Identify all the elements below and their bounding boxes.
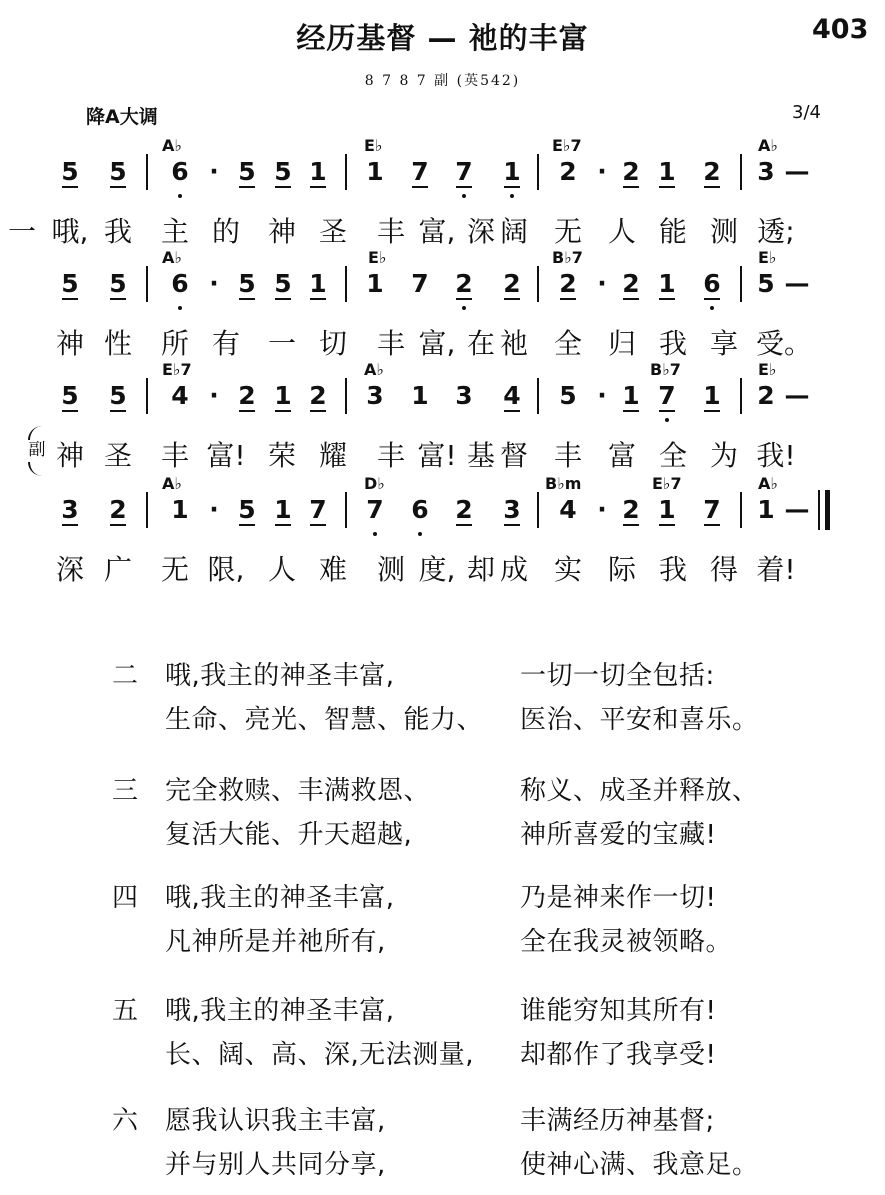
bracket-top xyxy=(28,426,44,440)
lyric-syllable: 富, xyxy=(418,215,456,248)
note-numeral: 2 xyxy=(449,496,479,524)
note-numeral: 2 xyxy=(497,270,527,298)
note-numeral: — xyxy=(784,157,810,186)
lyric-syllable: 成 xyxy=(499,553,528,586)
chord-symbol: D♭ xyxy=(364,474,385,493)
note-numeral: 1 xyxy=(303,270,333,298)
lyric-syllable: 基 xyxy=(466,439,495,472)
note-numeral: 7 xyxy=(405,158,435,186)
note-numeral: 1 xyxy=(411,381,429,410)
note-numeral: · xyxy=(209,269,219,298)
note-numeral: 1 xyxy=(616,382,646,410)
note-numeral: 6 xyxy=(697,270,727,298)
note-numeral: — xyxy=(784,495,810,524)
note-numeral: 3 xyxy=(366,381,384,410)
lyric-syllable: 丰 xyxy=(376,439,405,472)
note-numeral: 2 xyxy=(757,381,775,410)
lyric-syllable: 全 xyxy=(553,327,582,360)
lyric-syllable: 的 xyxy=(211,215,240,248)
note-numeral: 1 xyxy=(652,270,682,298)
lyric-syllable: 能 xyxy=(658,215,687,248)
lyric-syllable: 神 xyxy=(55,327,84,360)
barline xyxy=(537,154,539,190)
lyric-syllable: 人 xyxy=(607,215,636,248)
verse-number: 一 xyxy=(8,215,37,248)
lyric-syllable: 实 xyxy=(553,553,582,586)
lyric-syllable: 全 xyxy=(658,439,687,472)
note-numeral: 6 xyxy=(165,270,195,298)
note-numeral: 2 xyxy=(103,496,133,524)
stanza-line-left: 哦,我主的神圣丰富, xyxy=(165,883,395,913)
barline xyxy=(146,266,148,302)
key-signature: 降A大调 xyxy=(86,106,158,128)
chord-symbol: A♭ xyxy=(162,136,182,155)
note-numeral: 2 xyxy=(449,270,479,298)
lyric-syllable: 富! xyxy=(206,439,246,472)
lyric-syllable: 荣 xyxy=(267,439,296,472)
stanza-line-left: 哦,我主的神圣丰富, xyxy=(165,661,395,691)
note-numeral: · xyxy=(209,495,219,524)
lyric-syllable: 我 xyxy=(103,215,132,248)
lyric-syllable: 人 xyxy=(267,553,296,586)
lyric-syllable: 深 xyxy=(466,215,495,248)
hymn-number: 403 xyxy=(812,14,869,45)
note-numeral: — xyxy=(784,269,810,298)
lyric-syllable: 我! xyxy=(756,439,796,472)
lyric-syllable: 测 xyxy=(709,215,738,248)
note-numeral: 4 xyxy=(559,495,577,524)
note-numeral: 3 xyxy=(455,381,473,410)
barline xyxy=(345,492,347,528)
lyric-syllable: 督 xyxy=(499,439,528,472)
note-numeral: 2 xyxy=(616,496,646,524)
chord-symbol: E♭ xyxy=(758,248,777,267)
refrain-label-text: 副 xyxy=(28,440,46,460)
note-numeral: 6 xyxy=(405,496,435,524)
lyric-syllable: 所 xyxy=(160,327,189,360)
stanza-line-right: 称义、成圣并释放、 xyxy=(520,776,759,806)
note-numeral: 5 xyxy=(268,270,298,298)
chord-symbol: E♭ xyxy=(364,136,383,155)
bracket-bottom xyxy=(28,462,44,476)
barline xyxy=(146,492,148,528)
lyric-syllable: 着! xyxy=(756,553,796,586)
lyric-syllable: 广 xyxy=(103,553,132,586)
note-numeral: 5 xyxy=(55,158,85,186)
stanza-line-right: 医治、平安和喜乐。 xyxy=(520,705,759,735)
stanza-line-left: 生命、亮光、智慧、能力、 xyxy=(165,705,484,735)
barline xyxy=(740,266,742,302)
note-numeral: 4 xyxy=(497,382,527,410)
note-numeral: 3 xyxy=(497,496,527,524)
note-numeral: 5 xyxy=(268,158,298,186)
lyric-syllable: 我 xyxy=(658,553,687,586)
stanza-line-right: 丰满经历神基督; xyxy=(520,1106,715,1136)
barline xyxy=(146,154,148,190)
note-numeral: 5 xyxy=(55,382,85,410)
chord-symbol: A♭ xyxy=(364,360,384,379)
note-numeral: 5 xyxy=(103,382,133,410)
lyric-syllable: 富! xyxy=(417,439,457,472)
lyric-syllable: 无 xyxy=(160,553,189,586)
note-numeral: 1 xyxy=(268,382,298,410)
lyric-syllable: 得 xyxy=(709,553,738,586)
stanza-line-right: 神所喜爱的宝藏! xyxy=(520,820,717,850)
note-numeral: 3 xyxy=(55,496,85,524)
note-numeral: — xyxy=(784,381,810,410)
chord-symbol: A♭ xyxy=(758,136,778,155)
barline xyxy=(740,378,742,414)
lyric-syllable: 丰 xyxy=(160,439,189,472)
note-numeral: 3 xyxy=(757,157,775,186)
lyric-syllable: 切 xyxy=(318,327,347,360)
chord-symbol: E♭ xyxy=(368,248,387,267)
chord-symbol: B♭m xyxy=(545,474,582,493)
note-numeral: · xyxy=(597,381,607,410)
note-numeral: 5 xyxy=(232,270,262,298)
stanza-number: 四 xyxy=(112,883,139,913)
stanza-line-right: 谁能穷知其所有! xyxy=(520,996,717,1026)
stanza-line-left: 愿我认识我主丰富, xyxy=(165,1106,386,1136)
lyric-syllable: 归 xyxy=(607,327,636,360)
stanza-line-left: 长、阔、高、深,无法测量, xyxy=(165,1040,475,1070)
final-barline-thin xyxy=(818,490,820,530)
note-numeral: 2 xyxy=(232,382,262,410)
note-numeral: 2 xyxy=(553,270,583,298)
chord-symbol: A♭ xyxy=(162,474,182,493)
note-numeral: 1 xyxy=(757,495,775,524)
note-numeral: · xyxy=(597,157,607,186)
note-numeral: 2 xyxy=(559,157,577,186)
hymn-title: 经历基督 — 祂的丰富 xyxy=(296,21,589,55)
stanza-number: 二 xyxy=(112,661,139,691)
barline xyxy=(345,154,347,190)
note-numeral: 1 xyxy=(366,269,384,298)
stanza-line-right: 全在我灵被领略。 xyxy=(520,927,733,957)
note-numeral: · xyxy=(597,269,607,298)
lyric-syllable: 圣 xyxy=(318,215,347,248)
note-numeral: 7 xyxy=(652,382,682,410)
chord-symbol: B♭7 xyxy=(650,360,681,379)
lyric-syllable: 阔 xyxy=(499,215,528,248)
note-numeral: 2 xyxy=(697,158,727,186)
lyric-syllable: 我 xyxy=(658,327,687,360)
lyric-syllable: 在 xyxy=(466,327,495,360)
lyric-syllable: 性 xyxy=(103,327,132,360)
lyric-syllable: 耀 xyxy=(318,439,347,472)
lyric-syllable: 难 xyxy=(318,553,347,586)
lyric-syllable: 圣 xyxy=(103,439,132,472)
note-numeral: 7 xyxy=(411,269,429,298)
lyric-syllable: 神 xyxy=(267,215,296,248)
note-numeral: 2 xyxy=(616,270,646,298)
stanza-line-left: 凡神所是并祂所有, xyxy=(165,927,386,957)
note-numeral: 5 xyxy=(757,269,775,298)
final-barline-thick xyxy=(825,490,830,530)
lyric-syllable: 却 xyxy=(466,553,495,586)
barline xyxy=(345,266,347,302)
lyric-syllable: 富, xyxy=(418,327,456,360)
lyric-syllable: 际 xyxy=(607,553,636,586)
lyric-syllable: 富 xyxy=(607,439,636,472)
stanza-line-right: 一切一切全包括: xyxy=(520,661,715,691)
stanza-line-left: 完全救赎、丰满救恩、 xyxy=(165,776,431,806)
chord-symbol: E♭7 xyxy=(652,474,682,493)
stanza-line-left: 并与别人共同分享, xyxy=(165,1150,386,1180)
stanza-number: 六 xyxy=(112,1106,139,1136)
barline xyxy=(146,378,148,414)
note-numeral: 7 xyxy=(449,158,479,186)
note-numeral: 7 xyxy=(360,496,390,524)
lyric-syllable: 一 xyxy=(267,327,296,360)
note-numeral: 5 xyxy=(55,270,85,298)
lyric-syllable: 深 xyxy=(55,553,84,586)
stanza-line-right: 使神心满、我意足。 xyxy=(520,1150,759,1180)
barline xyxy=(740,154,742,190)
note-numeral: 7 xyxy=(303,496,333,524)
lyric-syllable: 透; xyxy=(757,215,795,248)
time-signature: 3/4 xyxy=(792,102,821,123)
meter-line: 8 7 8 7 副 (英542) xyxy=(364,73,521,89)
note-numeral: · xyxy=(209,381,219,410)
chord-symbol: B♭7 xyxy=(552,248,583,267)
lyric-syllable: 神 xyxy=(55,439,84,472)
lyric-syllable: 有 xyxy=(211,327,240,360)
note-numeral: 5 xyxy=(559,381,577,410)
note-numeral: 5 xyxy=(232,496,262,524)
note-numeral: · xyxy=(597,495,607,524)
stanza-line-right: 却都作了我享受! xyxy=(520,1040,717,1070)
lyric-syllable: 受。 xyxy=(756,327,813,360)
lyric-syllable: 主 xyxy=(160,215,189,248)
lyric-syllable: 测 xyxy=(376,553,405,586)
note-numeral: 6 xyxy=(165,158,195,186)
stanza-number: 五 xyxy=(112,996,139,1026)
chord-symbol: E♭7 xyxy=(162,360,192,379)
note-numeral: 2 xyxy=(303,382,333,410)
lyric-syllable: 度, xyxy=(418,553,456,586)
note-numeral: 1 xyxy=(652,158,682,186)
chord-symbol: A♭ xyxy=(758,474,778,493)
stanza-line-left: 复活大能、升天超越, xyxy=(165,820,413,850)
chord-symbol: A♭ xyxy=(162,248,182,267)
note-numeral: 1 xyxy=(366,157,384,186)
lyric-syllable: 限, xyxy=(207,553,245,586)
stanza-number: 三 xyxy=(112,776,139,806)
note-numeral: 1 xyxy=(171,495,189,524)
lyric-syllable: 丰 xyxy=(376,215,405,248)
refrain-label xyxy=(26,440,48,460)
note-numeral: 5 xyxy=(232,158,262,186)
lyric-syllable: 丰 xyxy=(553,439,582,472)
lyric-syllable: 祂 xyxy=(499,327,528,360)
barline xyxy=(740,492,742,528)
lyric-syllable: 无 xyxy=(553,215,582,248)
chord-symbol: E♭7 xyxy=(552,136,582,155)
lyric-syllable: 享 xyxy=(709,327,738,360)
lyric-syllable: 为 xyxy=(709,439,738,472)
note-numeral: 1 xyxy=(497,158,527,186)
stanza-line-right: 乃是神来作一切! xyxy=(520,883,717,913)
note-numeral: 4 xyxy=(171,381,189,410)
chord-symbol: E♭ xyxy=(758,360,777,379)
note-numeral: 1 xyxy=(268,496,298,524)
barline xyxy=(537,378,539,414)
stanza-line-left: 哦,我主的神圣丰富, xyxy=(165,996,395,1026)
lyric-syllable: 丰 xyxy=(376,327,405,360)
note-numeral: 5 xyxy=(103,270,133,298)
note-numeral: 5 xyxy=(103,158,133,186)
barline xyxy=(345,378,347,414)
note-numeral: · xyxy=(209,157,219,186)
note-numeral: 1 xyxy=(652,496,682,524)
note-numeral: 2 xyxy=(616,158,646,186)
barline xyxy=(537,492,539,528)
note-numeral: 7 xyxy=(697,496,727,524)
note-numeral: 1 xyxy=(303,158,333,186)
lyric-syllable: 哦, xyxy=(51,215,89,248)
note-numeral: 1 xyxy=(697,382,727,410)
barline xyxy=(537,266,539,302)
